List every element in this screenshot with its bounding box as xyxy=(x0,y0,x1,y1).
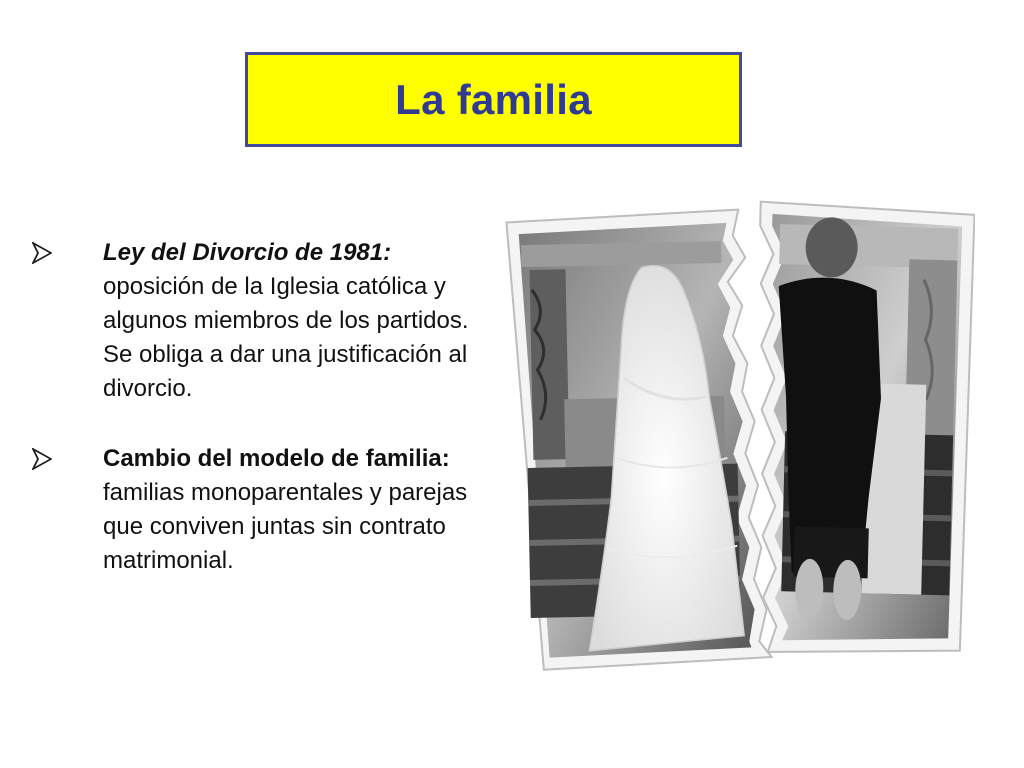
slide-title: La familia xyxy=(395,75,592,123)
bullet-item xyxy=(30,236,475,406)
arrow-bullet-icon xyxy=(32,448,52,470)
bullet-text: familias monoparentales y parejas que conviven juntas sin contrato matrimonial. xyxy=(103,479,468,574)
arrow-bullet-icon xyxy=(32,242,52,264)
photo-right-piece xyxy=(750,202,975,657)
bullet-item xyxy=(30,442,475,578)
bullet-lead: Cambio del modelo de familia: xyxy=(103,445,450,472)
bullet-list xyxy=(30,236,475,578)
title-box xyxy=(245,52,742,147)
bullet-lead: Ley del Divorcio de 1981: xyxy=(103,239,392,266)
torn-wedding-photo xyxy=(505,198,975,678)
bullet-text: oposición de la Iglesia católica y algunos miembros de los partidos. Se obliga a dar una justificación al divorcio. xyxy=(103,273,469,402)
photo-left-piece xyxy=(506,209,771,670)
